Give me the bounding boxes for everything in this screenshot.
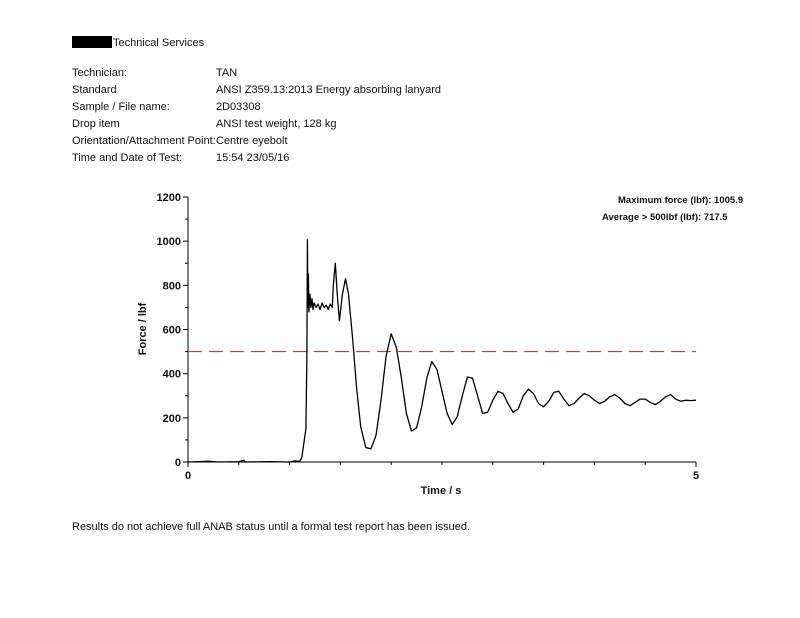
meta-key: Technician: [72, 67, 128, 79]
x-tick-label: 5 [692, 470, 700, 482]
y-axis-label: Force / lbf [137, 302, 149, 356]
meta-key: Drop item [72, 118, 120, 130]
y-tick-label: 400 [162, 368, 181, 381]
meta-value: Centre eyebolt [216, 135, 288, 147]
y-tick-label: 1200 [156, 192, 181, 204]
meta-value: ANSI Z359.13:2013 Energy absorbing lanyard [216, 84, 442, 96]
meta-key: Standard [72, 84, 117, 96]
y-tick-label: 800 [162, 280, 181, 293]
meta-key: Orientation/Attachment Point: [72, 135, 216, 147]
meta-key: Sample / File name: [72, 101, 170, 113]
x-axis-label: Time / s [420, 485, 462, 497]
y-tick-label: 0 [174, 457, 181, 469]
max-force-label: Maximum force (lbf): 1005.9 [618, 195, 744, 206]
org-suffix: Technical Services [113, 37, 205, 49]
x-tick-label: 0 [184, 470, 192, 482]
y-tick-label: 200 [162, 412, 181, 425]
meta-value: TAN [216, 67, 238, 79]
meta-key: Time and Date of Test: [72, 152, 183, 164]
meta-value: ANSI test weight, 128 kg [216, 118, 337, 130]
force-trace-line [188, 240, 696, 462]
chart-marks [188, 240, 696, 462]
average-force-label: Average > 500lbf (lbf): 717.5 [602, 212, 728, 223]
meta-value: 2D03308 [216, 101, 261, 113]
chart-axes [188, 197, 696, 462]
footer-note: Results do not achieve full ANAB status until a formal test report has been issued. [72, 521, 471, 533]
meta-value: 15:54 23/05/16 [216, 152, 290, 164]
chart-ticks [157, 192, 700, 482]
y-tick-label: 600 [162, 324, 181, 337]
y-tick-label: 1000 [156, 236, 181, 249]
